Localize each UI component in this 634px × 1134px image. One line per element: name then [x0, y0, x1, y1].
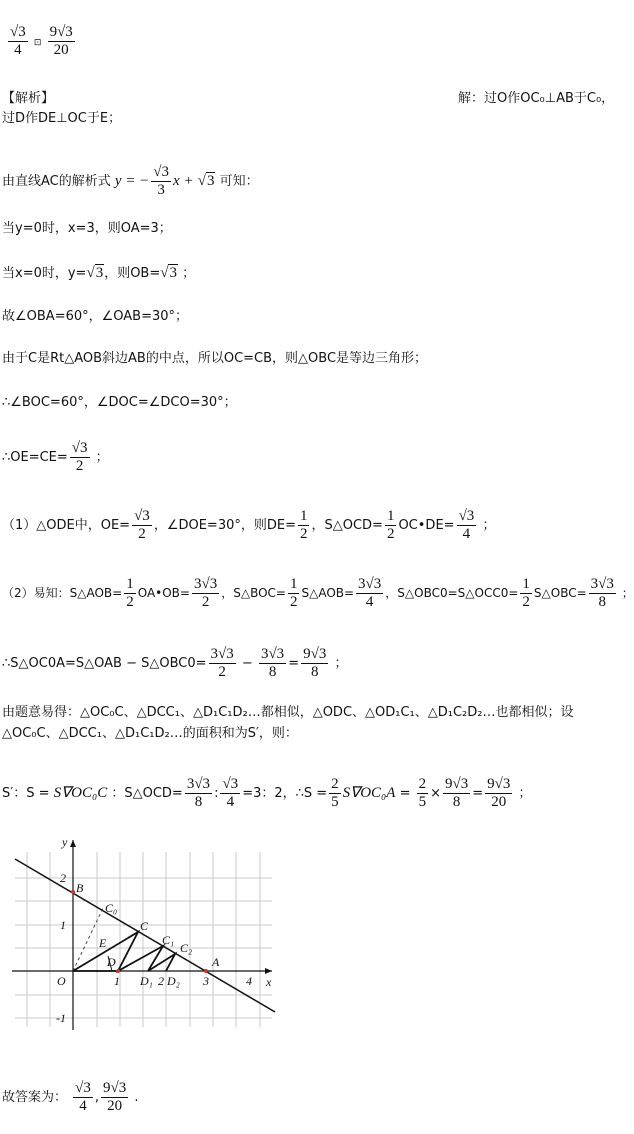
- final-answer: 故答案为： $\frac{√3}{4}$ , $\frac{9√3}{20}$ .: [2, 1080, 139, 1114]
- line-11: 由题意易得：△OC₀C、△DCC₁、△D₁C₁D₂…都相似，△ODC、△OD₁C₁、△D₁C₂D₂…也都相似；设: [2, 705, 574, 720]
- line-1: 由直线AC的解析式 y = − $\frac{√3}{3}$ x + √3 可知：: [2, 164, 259, 198]
- line-5: 由于C是Rt△AOB斜边AB的中点，所以OC=CB，则△OBC是等边三角形；: [2, 351, 428, 366]
- line-3: 当x=0时，y=√3，则OB=√3 ；: [2, 265, 196, 281]
- svg-text:4: 4: [246, 974, 252, 988]
- line-6: ∴∠BOC=60°，∠DOC=∠DCO=30°；: [2, 395, 237, 410]
- svg-text:A: A: [212, 955, 220, 969]
- line-10: ∴S△OC0A=S△OAB − S△OBC0= $\frac{3√3}{2}$ − $\frac{3√3}{8}$ = $\frac{9√3}{8}$ ；: [2, 646, 348, 680]
- separator-glyph: ⊡: [33, 38, 42, 48]
- solution-intro-2: 过D作DE⊥OC于E；: [2, 111, 122, 126]
- svg-text:-1: -1: [56, 1011, 66, 1025]
- line-7: ∴OE=CE= $\frac{√3}{2}$ ；: [2, 440, 109, 474]
- top-fraction-a: $\frac{√3}{4}$: [10, 24, 26, 58]
- line-13: S′：S = S∇OC₀C ：S△OCD= $\frac{3√3}{8}$ : $\frac{√3}{4}$ =3：2，∴S = $\frac{2}{5}$ S∇OC₀A = $\frac{2}{5}$ × $\frac{9√3}{8}$ = $\frac{9√3}{20}$ ；: [2, 776, 532, 810]
- svg-text:C₂: C₂: [180, 941, 193, 955]
- line-9: （2）易知：S△AOB= $\frac{1}{2}$ OA•OB= $\frac{3√3}{2}$ ，S△BOC= $\frac{1}{2}$ S△AOB= $\frac{3√3}{4}$ ，S△OBC0=S△OCC0= $\frac{1}{2}$ S△OBC= $\frac{3√3}{8}$ ；: [2, 576, 634, 610]
- grid: [15, 852, 272, 1027]
- svg-text:2: 2: [60, 871, 66, 885]
- svg-text:y: y: [62, 835, 68, 849]
- y-arrow: [70, 840, 76, 847]
- line-4: 故∠OBA=60°，∠OAB=30°；: [2, 309, 189, 324]
- line-12: △OC₀C、△DCC₁、△D₁C₁D₂…的面积和为S′，则：: [2, 726, 298, 741]
- svg-text:D₁: D₁: [140, 974, 153, 988]
- coordinate-graph: [10, 832, 280, 1037]
- top-fraction-b: $\frac{9√3}{20}$: [49, 24, 73, 58]
- svg-text:1: 1: [114, 974, 120, 988]
- line-2: 当y=0时，x=3，则OA=3；: [2, 221, 172, 236]
- svg-text:C: C: [140, 919, 149, 933]
- svg-text:O: O: [57, 974, 66, 988]
- svg-text:D: D: [107, 955, 116, 969]
- line-8: （1）△ODE中，OE= $\frac{√3}{2}$ ，∠DOE=30°，则DE= $\frac{1}{2}$ ，S△OCD= $\frac{1}{2}$ OC•DE= $\frac{√3}{4}$ ；: [2, 508, 496, 542]
- solution-intro: 解：过O作OC₀⊥AB于C₀，: [458, 91, 615, 106]
- svg-text:2 D₂: 2 D₂: [158, 974, 180, 988]
- svg-text:1: 1: [60, 918, 66, 932]
- x-arrow: [265, 968, 272, 974]
- labels: [56, 835, 272, 1025]
- svg-text:C₁: C₁: [162, 933, 175, 947]
- top-answer: [6, 24, 77, 59]
- analysis-tag: 【解析】: [2, 91, 55, 106]
- svg-text:3: 3: [203, 974, 209, 988]
- svg-text:x: x: [266, 975, 272, 989]
- svg-text:C₀: C₀: [105, 901, 118, 915]
- svg-text:E: E: [99, 936, 107, 950]
- svg-text:B: B: [76, 881, 84, 895]
